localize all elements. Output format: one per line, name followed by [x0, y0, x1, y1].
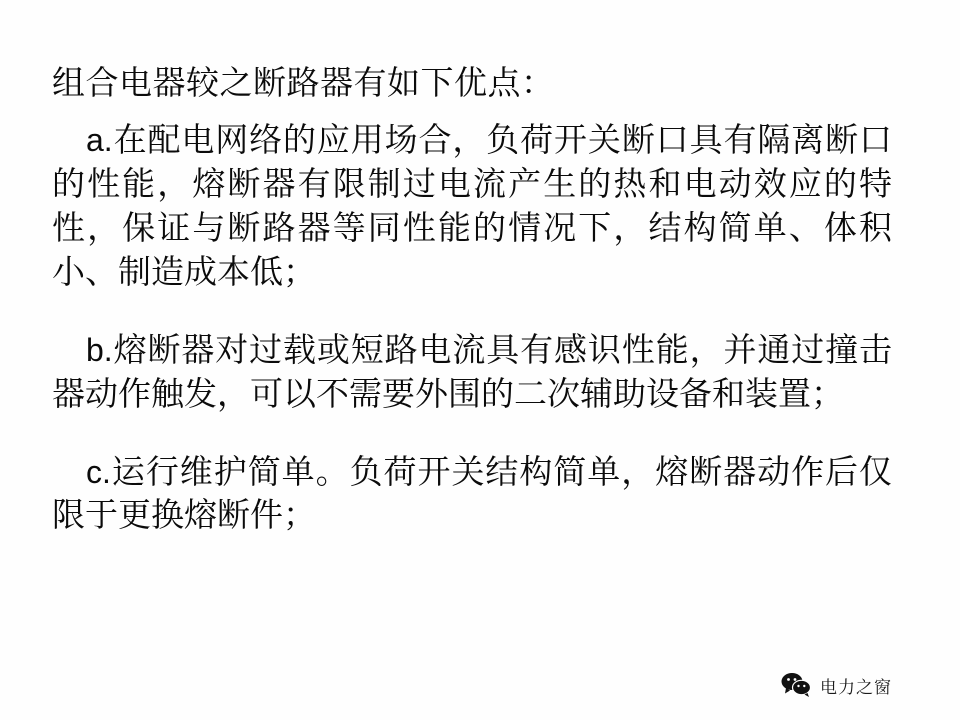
slide-heading: 组合电器较之断路器有如下优点：	[52, 66, 555, 102]
list-text-c: 运行维护简单。负荷开关结构简单，熔断器动作后仅限于更换熔断件；	[52, 454, 892, 535]
list-item	[52, 119, 892, 296]
wechat-icon	[780, 672, 812, 698]
list-item	[52, 329, 892, 418]
list-marker-b: b.	[86, 331, 113, 368]
wechat-account-name: 电力之窗	[820, 677, 892, 697]
list-text-b: 熔断器对过载或短路电流具有感识性能，并通过撞击器动作触发，可以不需要外围的二次辅助设备和装置；	[52, 332, 892, 413]
slide-content	[52, 64, 912, 572]
footer-branding	[780, 672, 892, 698]
list-item	[52, 451, 892, 540]
list-marker-c: c.	[86, 453, 111, 490]
list-text-a: 在配电网络的应用场合，负荷开关断口具有隔离断口的性能，熔断器有限制过电流产生的热和电动效应的特性，保证与断路器等同性能的情况下，结构简单、体积小、制造成本低；	[52, 123, 892, 291]
list-marker-a: a.	[86, 122, 113, 159]
